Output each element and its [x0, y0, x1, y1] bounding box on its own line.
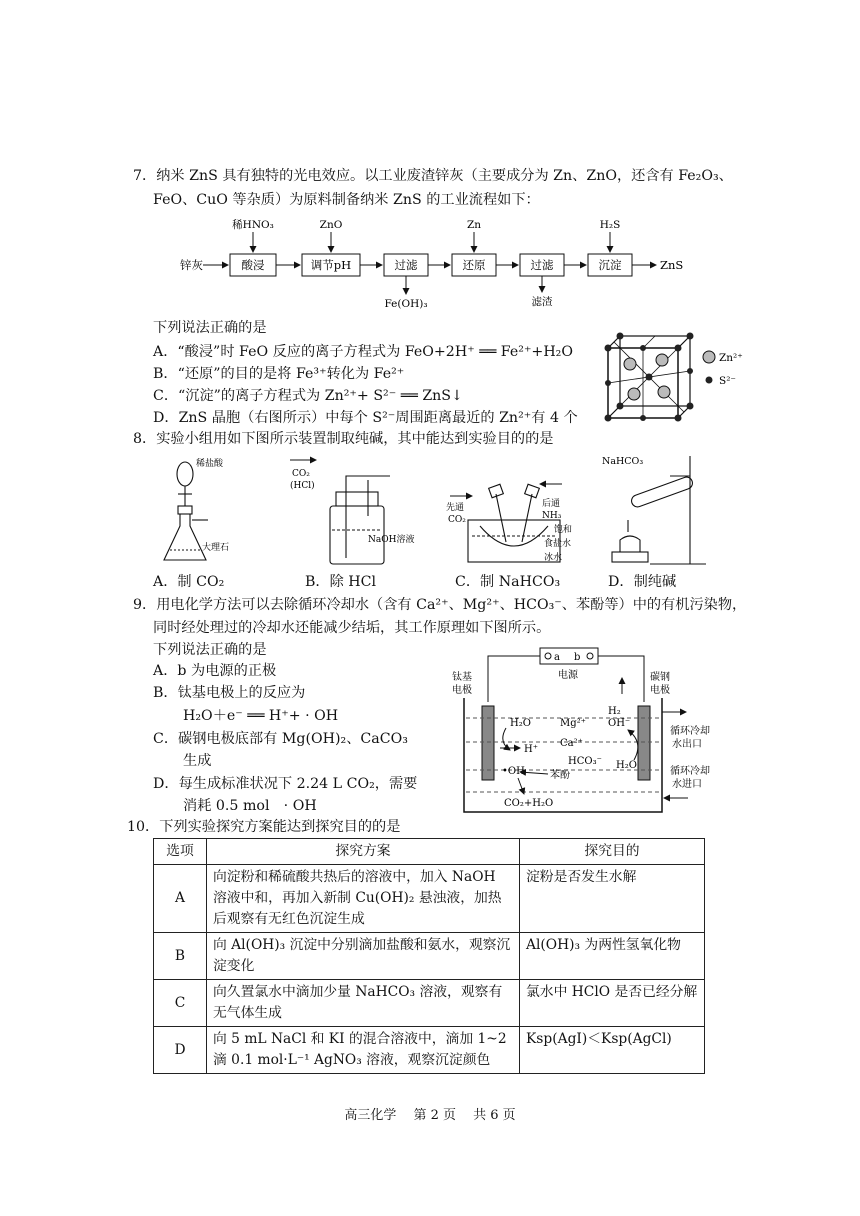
- c-label-first: 先通: [446, 503, 465, 513]
- q8-option-b: B．除 HCl: [305, 574, 377, 590]
- header-goal: 探究目的: [520, 839, 705, 865]
- q9-stem-line1: 9．用电化学方法可以去除循环冷却水（含有 Ca²⁺、Mg²⁺、HCO₃⁻、苯酚等）中的有机污染物，: [133, 597, 747, 613]
- q7-prompt: 下列说法正确的是: [153, 320, 267, 336]
- q7-flow-diagram: [170, 212, 710, 312]
- q10-stem: 10．下列实验探究方案能达到探究目的的是: [127, 819, 401, 835]
- c-label-later: 后通: [542, 499, 561, 509]
- label-hco3: HCO₃⁻: [568, 756, 602, 767]
- q8-option-a: A．制 CO₂: [153, 574, 225, 590]
- label-oh-radical: •OH: [502, 766, 525, 777]
- label-ca: Ca²⁺: [560, 738, 583, 749]
- q9-option-a: A．b 为电源的正极: [153, 663, 277, 679]
- q9-prompt: 下列说法正确的是: [153, 642, 267, 658]
- q8-apparatus: [150, 446, 720, 572]
- page-footer: 高三化学 第 2 页 共 6 页: [344, 1108, 516, 1123]
- label-h2o-right: H₂O: [616, 760, 637, 771]
- q9-stem-line2: 同时经处理过的冷却水还能减少结垢，其工作原理如下图所示。: [153, 620, 551, 636]
- b-label-naoh: NaOH溶液: [368, 535, 415, 545]
- c-label-nh3: NH₃: [542, 511, 562, 521]
- row-plan: 向淀粉和稀硫酸共热后的溶液中，加入 NaOH 溶液中和，再加入新制 Cu(OH)₂ 悬浊液，加热后观察有无红色沉淀生成: [207, 865, 520, 933]
- source-a: a: [554, 652, 560, 663]
- q8-option-c: C．制 NaHCO₃: [455, 574, 561, 590]
- flow-output-1: Fe(OH)₃: [384, 298, 428, 310]
- row-goal: 氯水中 HClO 是否已经分解: [520, 980, 705, 1027]
- left-electrode-1: 钛基: [452, 672, 472, 683]
- q8-option-d: D．制纯碱: [608, 574, 677, 590]
- q9-option-d-cont: 消耗 0.5 mol · OH: [183, 798, 317, 814]
- right-electrode-1: 碳钢: [650, 672, 670, 683]
- flow-input-3: Zn: [466, 219, 482, 231]
- a-label-acid: 稀盐酸: [196, 459, 224, 469]
- q7-option-a: A．“酸浸”时 FeO 反应的离子方程式为 FeO+2H⁺ ══ Fe²⁺+H₂O: [153, 344, 574, 360]
- row-goal: 淀粉是否发生水解: [520, 865, 705, 933]
- flow-box-5-label: 过滤: [530, 258, 554, 272]
- flow-start: 锌灰: [180, 258, 203, 272]
- c-label-sat: 饱和: [554, 525, 573, 535]
- q7-option-d: D．ZnS 晶胞（右图所示）中每个 S²⁻周围距离最近的 Zn²⁺有 4 个: [153, 410, 578, 426]
- c-label-co2: CO₂: [448, 515, 466, 525]
- inlet-2: 水进口: [672, 779, 702, 790]
- label-phenol: 苯酚: [550, 770, 570, 781]
- q10-table: [153, 838, 705, 1074]
- flow-box-4-label: 还原: [462, 258, 486, 272]
- row-option: C: [154, 980, 207, 1027]
- source-label: 电源: [558, 670, 578, 681]
- right-electrode-2: 电极: [650, 685, 670, 696]
- flow-input-4: H₂S: [599, 219, 621, 231]
- zns-unit-cell: [598, 330, 768, 430]
- row-plan: 向 5 mL NaCl 和 KI 的混合溶液中，滴加 1~2 滴 0.1 mol·L⁻¹ AgNO₃ 溶液，观察沉淀颜色: [207, 1027, 520, 1074]
- row-plan: 向 Al(OH)₃ 沉淀中分别滴加盐酸和氨水，观察沉淀变化: [207, 933, 520, 980]
- row-option: A: [154, 865, 207, 933]
- header-plan: 探究方案: [207, 839, 520, 865]
- q7-option-b: B．“还原”的目的是将 Fe³⁺转化为 Fe²⁺: [153, 366, 405, 382]
- table-row: [154, 1027, 705, 1074]
- flow-box-1-label: 酸浸: [241, 258, 265, 272]
- c-label-brine: 食盐水: [544, 539, 572, 549]
- q9-option-b-eq: H₂O＋e⁻ ══ H⁺+ · OH: [183, 708, 339, 724]
- row-goal: Ksp(AgI)＜Ksp(AgCl): [520, 1027, 705, 1074]
- legend-zn: Zn²⁺: [719, 352, 743, 364]
- flow-box-3-label: 过滤: [394, 258, 418, 272]
- d-label-nahco3: NaHCO₃: [602, 456, 644, 467]
- label-co2-h2o: CO₂+H₂O: [504, 798, 554, 809]
- table-header-row: [154, 839, 705, 865]
- q7-stem-line2: FeO、CuO 等杂质）为原料制备纳米 ZnS 的工业流程如下：: [153, 192, 540, 208]
- outlet-2: 水出口: [672, 739, 702, 750]
- q9-option-c-cont: 生成: [183, 753, 212, 769]
- label-mg: Mg²⁺: [560, 718, 586, 729]
- left-electrode-2: 电极: [452, 685, 472, 696]
- flow-input-2: ZnO: [319, 219, 343, 231]
- q9-option-b: B．钛基电极上的反应为: [153, 685, 306, 701]
- label-h-plus: H⁺: [524, 744, 538, 755]
- row-option: B: [154, 933, 207, 980]
- table-row: [154, 980, 705, 1027]
- b-label-co2: CO₂: [292, 469, 310, 479]
- a-label-marble: 大理石: [202, 543, 230, 553]
- row-plan: 向久置氯水中滴加少量 NaHCO₃ 溶液，观察有无气体生成: [207, 980, 520, 1027]
- legend-s: S²⁻: [719, 375, 736, 387]
- inlet-1: 循环冷却: [670, 766, 710, 777]
- header-option: 选项: [154, 839, 207, 865]
- c-label-ice: 冰水: [544, 553, 563, 563]
- label-h2: H₂: [608, 706, 621, 717]
- flow-box-2-label: 调节pH: [310, 258, 352, 272]
- row-option: D: [154, 1027, 207, 1074]
- flow-end: ZnS: [660, 258, 684, 272]
- b-label-hcl: (HCl): [290, 481, 315, 491]
- label-oh-minus: OH⁻: [608, 718, 631, 729]
- source-b: b: [574, 652, 581, 663]
- q9-option-c: C．碳钢电极底部有 Mg(OH)₂、CaCO₃: [153, 731, 408, 747]
- q7-option-c: C．“沉淀”的离子方程式为 Zn²⁺+ S²⁻ ══ ZnS↓: [153, 388, 463, 404]
- row-goal: Al(OH)₃ 为两性氢氧化物: [520, 933, 705, 980]
- q9-option-d: D．每生成标准状况下 2.24 L CO₂，需要: [153, 776, 418, 792]
- table-row: [154, 933, 705, 980]
- table-row: [154, 865, 705, 933]
- flow-input-1: 稀HNO₃: [232, 219, 274, 231]
- label-h2o-left: H₂O: [510, 718, 531, 729]
- q9-electrolysis-diagram: [448, 642, 724, 820]
- q8-stem: 8．实验小组用如下图所示装置制取纯碱，其中能达到实验目的的是: [133, 431, 554, 447]
- flow-box-6-label: 沉淀: [598, 258, 622, 272]
- q7-stem-line1: 7．纳米 ZnS 具有独特的光电效应。以工业废渣锌灰（主要成分为 Zn、ZnO，还含有 Fe₂O₃、: [133, 168, 733, 184]
- outlet-1: 循环冷却: [670, 726, 710, 737]
- flow-output-2: 滤渣: [531, 296, 553, 308]
